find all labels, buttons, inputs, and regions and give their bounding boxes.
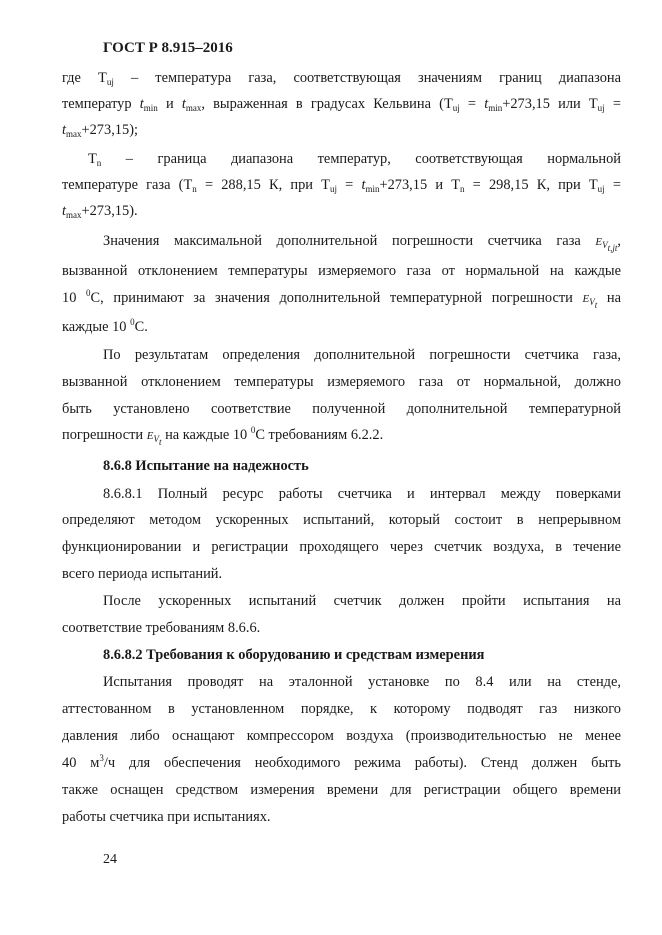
text-line: вызванной отклонением температуры измеряемого газа от нормальной на каждые (62, 263, 621, 279)
text-line: аттестованном в установленном порядке, к которому подводят газ низкого (62, 701, 621, 717)
text-line: После ускоренных испытаний счетчик должен пройти испытания на (103, 593, 621, 609)
text-line: $t_{max}+273,15$). (62, 203, 138, 220)
text-line: погрешности $E_{V_t}$ на каждые 10 $^0$С требованиям 6.2.2. (62, 425, 384, 447)
text-line: температуре газа ($T_n = 288,15$ К, при $T_{uj} = t_{min}+273,15$ и $T_n = 298,15$ К, при $T_{uj}$ = (62, 177, 621, 194)
text-line: 10 $^0$С, принимают за значения дополнительной температурной погрешности $E_{V_t}$ на (62, 288, 621, 310)
formula-symbol: $E_{V_t}$ (146, 430, 162, 447)
text-line: 40 $м^3/ч$ для обеспечения необходимого режима работы). Стенд должен быть (62, 753, 621, 771)
text-line: где $T_{uj}$ – температура газа, соответствующая значениям границ диапазона (62, 70, 622, 87)
document-header: ГОСТ Р 8.915–2016 (103, 40, 233, 56)
formula-symbol: $E_{V_t}$ (582, 293, 598, 310)
text-line: $T_n$ – граница диапазона температур, соответствующая нормальной (88, 151, 621, 168)
text-line: также оснащен средством измерения времени для регистрации общего времени (62, 782, 621, 798)
text-line: всего периода испытаний. (62, 566, 223, 582)
text-line: определяют методом ускоренных испытаний, который состоит в непрерывном (62, 512, 621, 528)
text-line: соответствие требованиям 8.6.6. (62, 620, 261, 636)
text-line: вызванной отклонением температуры измеряемого газа от нормальной, должно (62, 374, 621, 390)
text-line: $t_{max}+273,15$); (62, 122, 138, 139)
text-line: быть установлено соответствие полученной дополнительной температурной (62, 401, 621, 417)
text-line: 8.6.8.1 Полный ресурс работы счетчика и интервал между поверками (103, 486, 621, 502)
section-heading: 8.6.8 Испытание на надежность (103, 458, 309, 474)
text-line: работы счетчика при испытаниях. (62, 809, 271, 825)
page-number: 24 (103, 852, 117, 867)
text-line: По результатам определения дополнительной погрешности счетчика газа, (103, 347, 621, 363)
section-heading: 8.6.8.2 Требования к оборудованию и средствам измерения (103, 647, 485, 663)
text-line: давления либо оснащают компрессором воздуха (производительностью не менее (62, 728, 621, 744)
text-line: каждые 10 $^0$С. (62, 317, 148, 335)
text-line: функционировании и регистрации проходящего через счетчик воздуха, в течение (62, 539, 621, 555)
formula-symbol: $E_{V_{t,jt}}$ (595, 236, 618, 253)
text-line: Значения максимальной дополнительной погрешности счетчика газа $E_{V_{t,jt}}$, (103, 233, 621, 253)
text-line: температур $t_{min}$ и $t_{max}$, выраженная в градусах Кельвина ($T_{uj} = t_{min}+273,15$ или $T_{uj}$ = (62, 96, 621, 113)
text-line: Испытания проводят на эталонной установке по 8.4 или на стенде, (103, 674, 621, 690)
